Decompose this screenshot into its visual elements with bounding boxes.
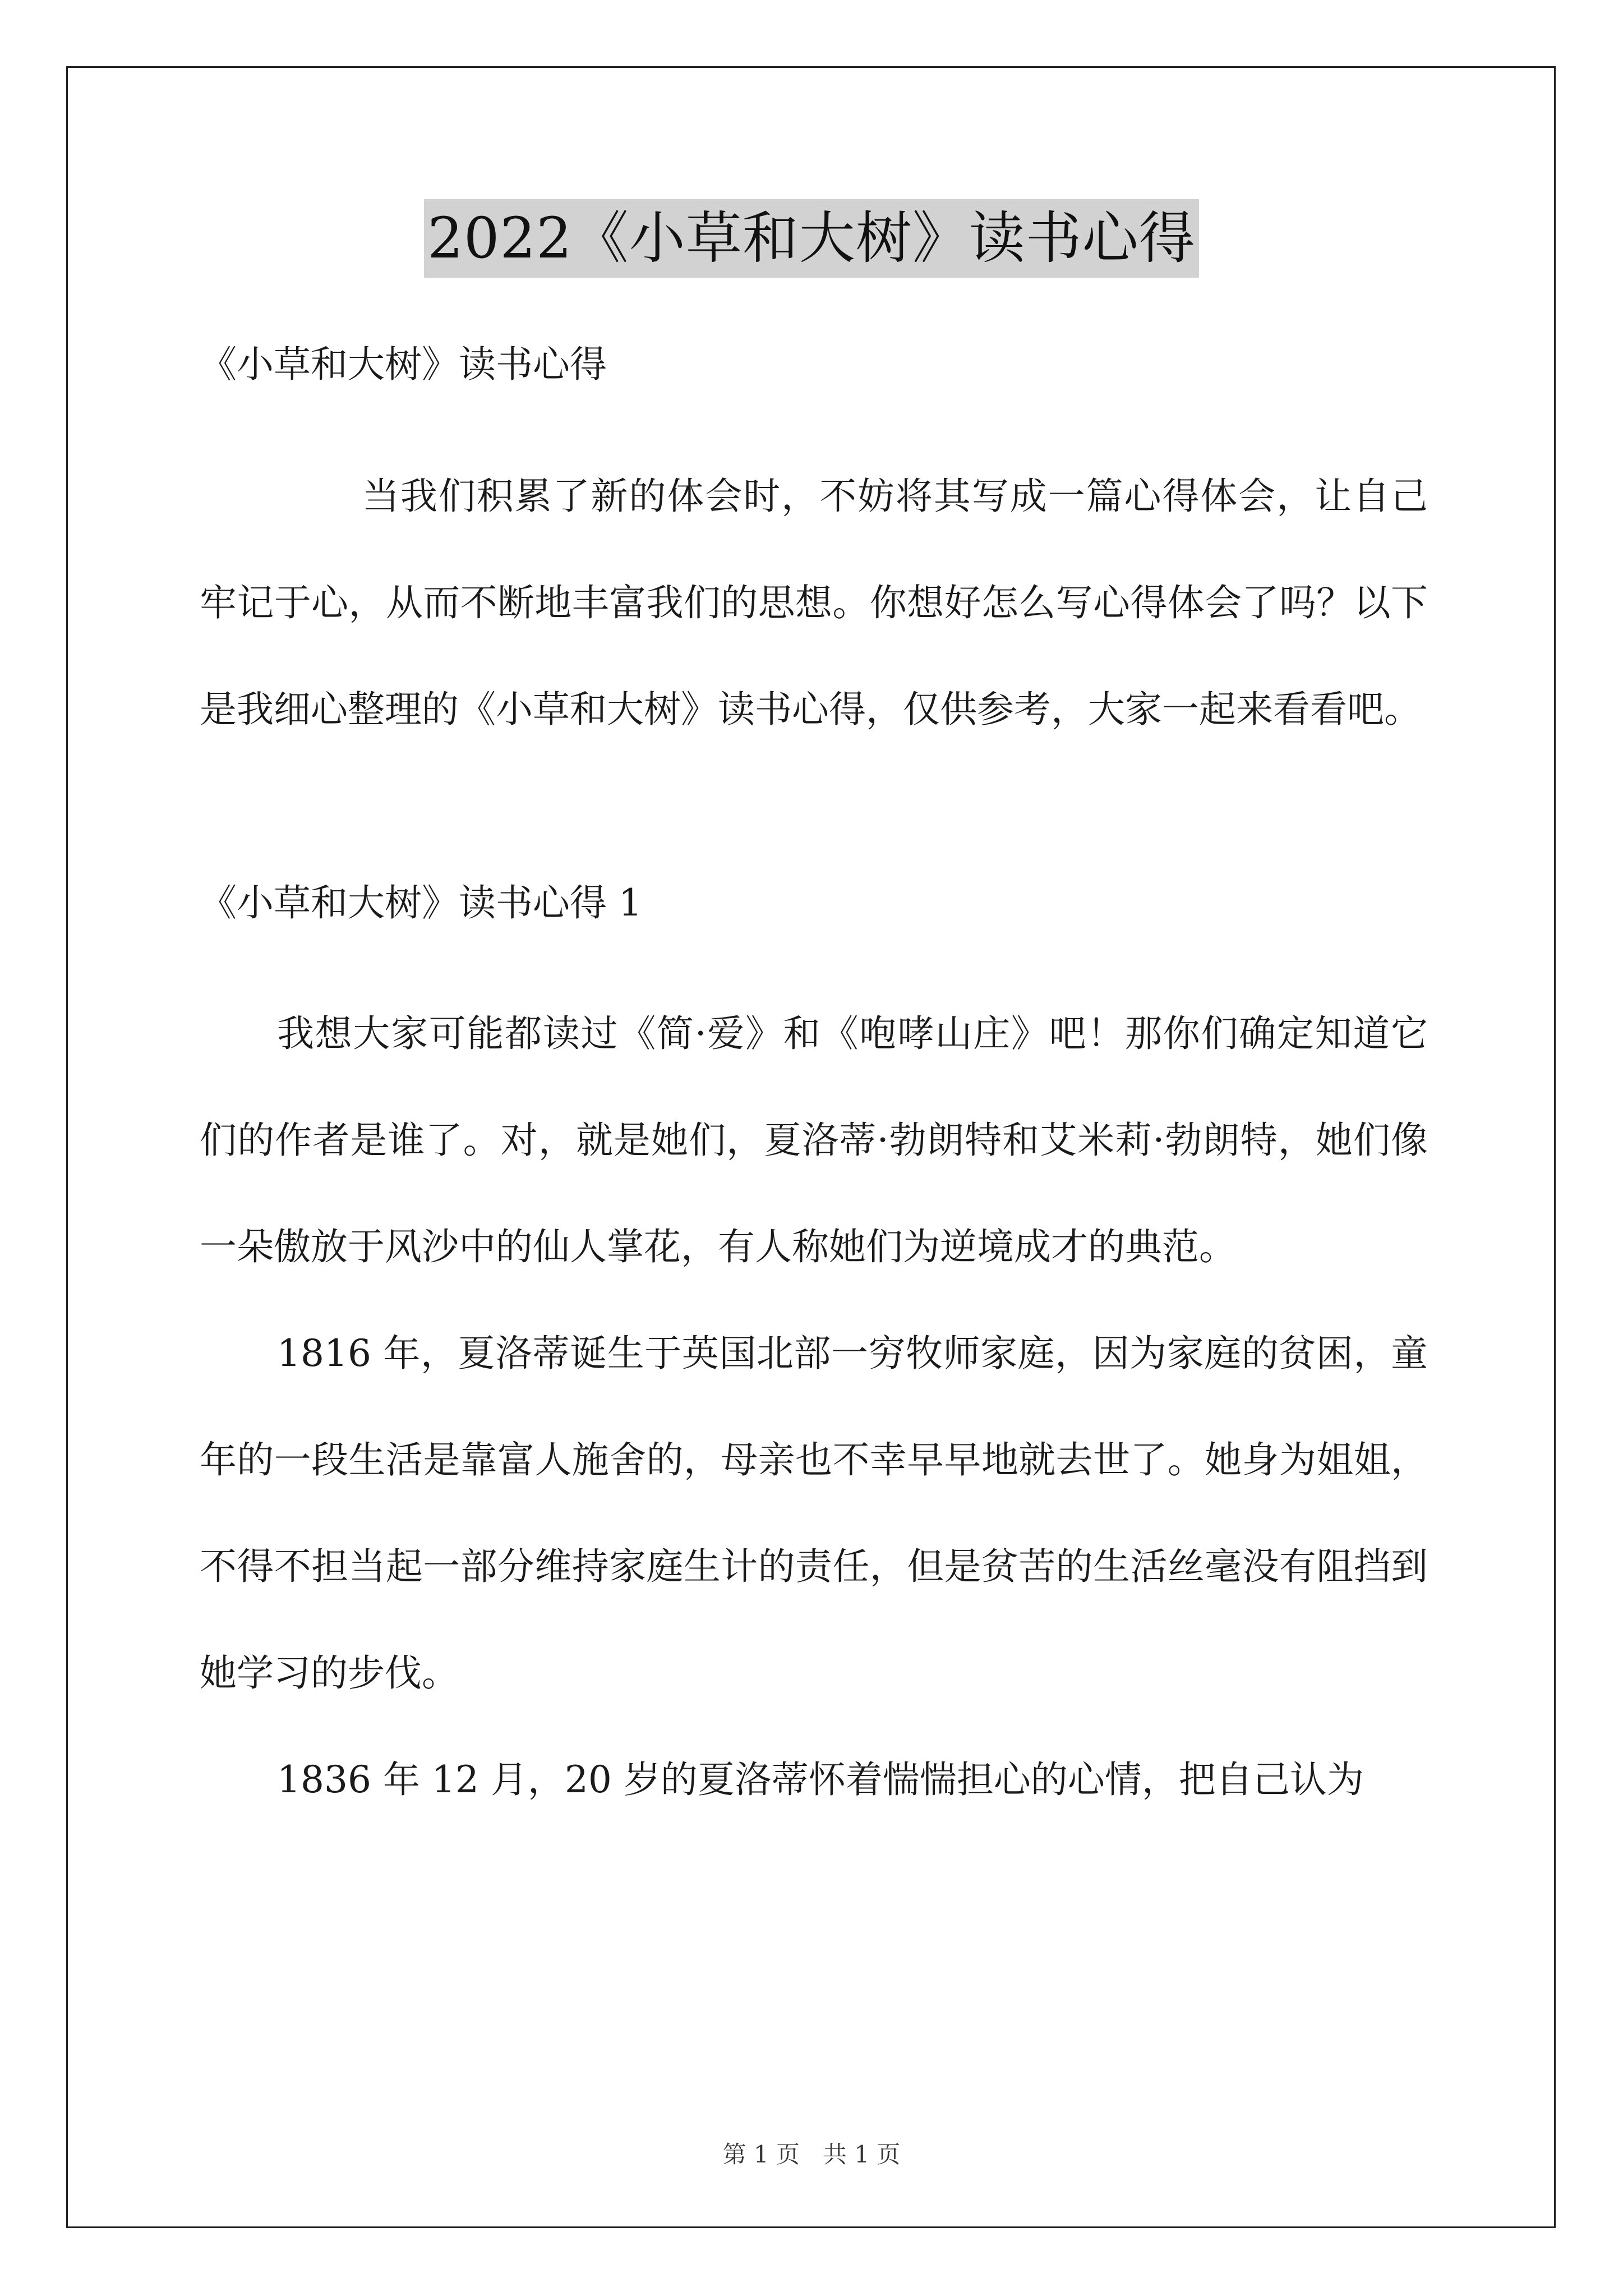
spacer [200,393,1428,443]
document-subtitle: 《小草和大树》读书心得 [200,343,607,386]
title-wrap [0,199,1623,278]
section-heading: 《小草和大树》读书心得 1 [200,881,642,924]
body-paragraph-3: 1836 年 12 月，20 岁的夏洛蒂怀着惴惴担心的心情，把自己认为 [277,1758,1364,1801]
intro-paragraph: 当我们积累了新的体会时，不妨将其写成一篇心得体会，让自己牢记于心，从而不断地丰富我们的思想。你想好怎么写心得体会了吗？以下是我细心整理的《小草和大树》读书心得，仅供参考，大家一起来看看吧。 [200,475,1428,731]
document-title: 2022《小草和大树》读书心得 [424,199,1199,278]
body-paragraph-1: 我想大家可能都读过《简·爱》和《咆哮山庄》吧！那你们确定知道它们的作者是谁了。对，就是她们，夏洛蒂·勃朗特和艾米莉·勃朗特，她们像一朵傲放于风沙中的仙人掌花，有人称她们为逆境成才的典范。 [200,1012,1428,1268]
spacer [200,931,1428,981]
document-body [200,337,1428,1833]
body-paragraph-2: 1816 年，夏洛蒂诞生于英国北部一穷牧师家庭，因为家庭的贫困，童年的一段生活是靠富人施舍的，母亲也不幸早早地就去世了。她身为姐姐，不得不担当起一部分维持家庭生计的责任，但是贫苦的生活丝毫没有阻挡到她学习的步伐。 [200,1332,1428,1695]
page-footer: 第 1 页 共 1 页 [722,2141,901,2168]
spacer [200,763,1428,875]
